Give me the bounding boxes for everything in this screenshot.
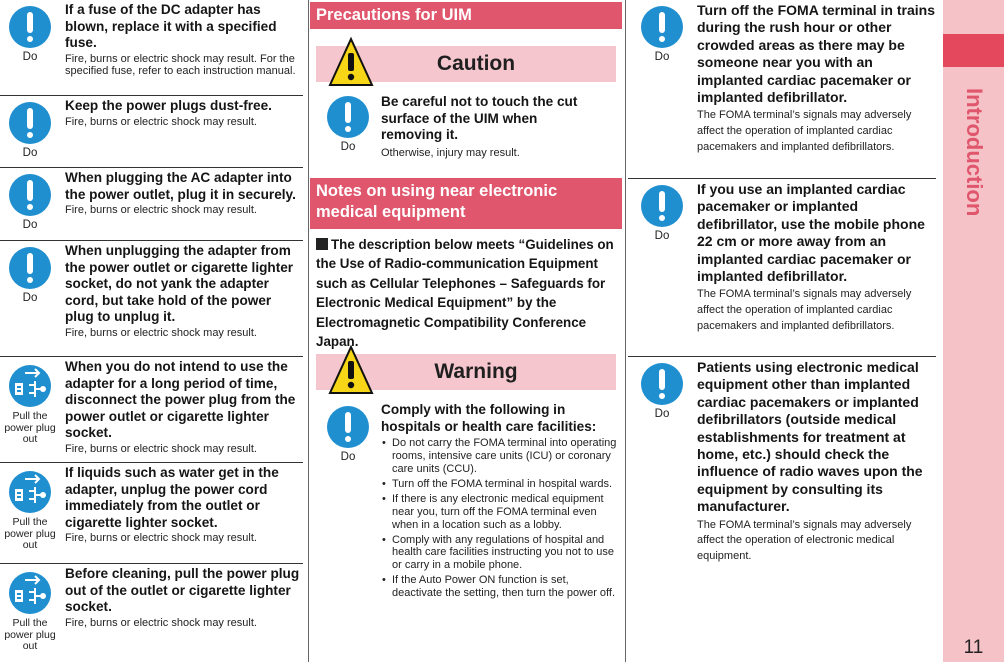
precaution-item [628, 357, 936, 662]
precaution-item [0, 168, 303, 241]
do-icon: Do [636, 363, 688, 420]
do-icon: Do [4, 174, 56, 231]
list-item: • If the Auto Power ON function is set, deactivate the setting, then turn the power off. [382, 574, 615, 600]
precaution-item [628, 0, 936, 179]
precaution-item [628, 179, 936, 357]
precaution-item [0, 96, 303, 168]
precaution-item [0, 0, 303, 96]
item-title: When plugging the AC adapter into the power outlet, plug it in securely. [65, 170, 296, 202]
item-body: The FOMA terminal’s signals may adversely affect the operation of electronic medical equipment. [697, 518, 912, 562]
side-tab-marker [943, 34, 1004, 67]
precaution-item [0, 357, 303, 463]
item-body: The FOMA terminal’s signals may adversely affect the operation of implanted cardiac pacemakers and implanted defibrillators. [697, 109, 912, 153]
precaution-item [0, 241, 303, 357]
list-item: • Do not carry the FOMA terminal into operating rooms, intensive care units (ICU) or coronary care units (CCU). [382, 437, 617, 475]
do-icon: Do [4, 247, 56, 304]
item-title: Before cleaning, pull the power plug out of the outlet or cigarette lighter socket. [65, 566, 300, 615]
square-bullet-icon [316, 238, 328, 250]
item-title: When unplugging the adapter from the power outlet or cigarette lighter socket, do not yank the adapter cord, but take hold of the power plug to unplug it. [65, 243, 294, 325]
pull-plug-icon: Pull the power plug out [4, 469, 56, 552]
pull-plug-icon: Pull the power plug out [4, 570, 56, 653]
item-title: If liquids such as water get in the adapter, unplug the power cord immediately from the outlet or cigarette lighter socket. [65, 465, 279, 530]
hospital-rules-list [381, 437, 619, 600]
do-icon: Do [636, 185, 688, 242]
item-body: Fire, burns or electric shock may result. [65, 115, 257, 128]
item-body: Fire, burns or electric shock may result. For the specified fuse, refer to each instruction manual. [65, 52, 296, 78]
precaution-item [0, 564, 303, 662]
right-column [628, 0, 936, 662]
item-body: Fire, burns or electric shock may result. [65, 616, 257, 629]
item-body: Otherwise, injury may result. [381, 146, 520, 159]
item-body: Fire, burns or electric shock may result. [65, 326, 257, 339]
side-tab [943, 0, 1004, 662]
warning-label: Warning [434, 360, 518, 383]
middle-column [310, 0, 622, 662]
caution-label: Caution [436, 52, 516, 75]
list-item: • If there is any electronic medical equipment near you, turn off the FOMA terminal even when in a location such as a lobby. [382, 492, 604, 531]
item-body: Fire, burns or electric shock may result. [65, 532, 257, 545]
do-icon: Do [322, 96, 374, 153]
item-title: Keep the power plugs dust-free. [65, 98, 272, 113]
item-title: Comply with the following in hospitals or health care facilities: [381, 402, 597, 434]
item-body: The FOMA terminal’s signals may adversely affect the operation of implanted cardiac pacemakers and implanted defibrillators. [697, 288, 912, 332]
do-icon: Do [4, 102, 56, 159]
page-number: 11 [963, 637, 984, 658]
uim-section-header: Precautions for UIM [310, 2, 622, 29]
item-title: Turn off the FOMA terminal in trains during the rush hour or other crowded areas as there may be someone near you with an implanted cardiac pacemaker or implanted defibrillator. [697, 2, 935, 106]
medical-section-header: Notes on using near electronic medical equipment [310, 178, 622, 229]
list-item: • Comply with any regulations of hospital and health care facilities instructing you not to use or carry in a mobile phone. [382, 533, 614, 572]
column-divider [308, 0, 309, 662]
do-icon: Do [4, 6, 56, 63]
left-column [0, 0, 303, 662]
do-icon: Do [636, 6, 688, 63]
do-icon: Do [322, 406, 374, 463]
column-divider [625, 0, 626, 662]
guidelines-description: The description below meets “Guidelines on the Use of Radio-communication Equipment such as Cellular Telephones – Safeguards for Electronic Medical Equipment” by the Electromagnetic Compatibility Conference Japan. [316, 237, 614, 350]
warning-triangle-icon [328, 344, 374, 396]
pull-plug-icon: Pull the power plug out [4, 363, 56, 446]
item-title: If you use an implanted cardiac pacemaker or implanted defibrillator, use the mobile phone 22 cm or more away from an implanted cardiac pacemaker or implanted defibrillator. [697, 181, 925, 285]
item-title: Be careful not to touch the cut surface of the UIM when removing it. [381, 94, 578, 143]
uim-caution-item [310, 92, 622, 172]
item-body: Fire, burns or electric shock may result. [65, 442, 257, 455]
item-body: Fire, burns or electric shock may result. [65, 204, 257, 217]
item-title: Patients using electronic medical equipment other than implanted cardiac pacemakers or implanted defibrillators (outside medical establishments for treatment at home, etc.) should check the influence of radio waves upon the equipment by consulting its manufacturer. [697, 359, 923, 515]
list-item: • Turn off the FOMA terminal in hospital wards. [382, 477, 613, 490]
warning-item [310, 400, 622, 662]
section-tab-label: Introduction [962, 88, 987, 217]
warning-triangle-icon [328, 36, 374, 88]
item-title: When you do not intend to use the adapter for a long period of time, disconnect the power plug from the power outlet or cigarette lighter socket. [65, 359, 296, 441]
item-title: If a fuse of the DC adapter has blown, replace it with a specified fuse. [65, 2, 277, 51]
precaution-item [0, 463, 303, 564]
